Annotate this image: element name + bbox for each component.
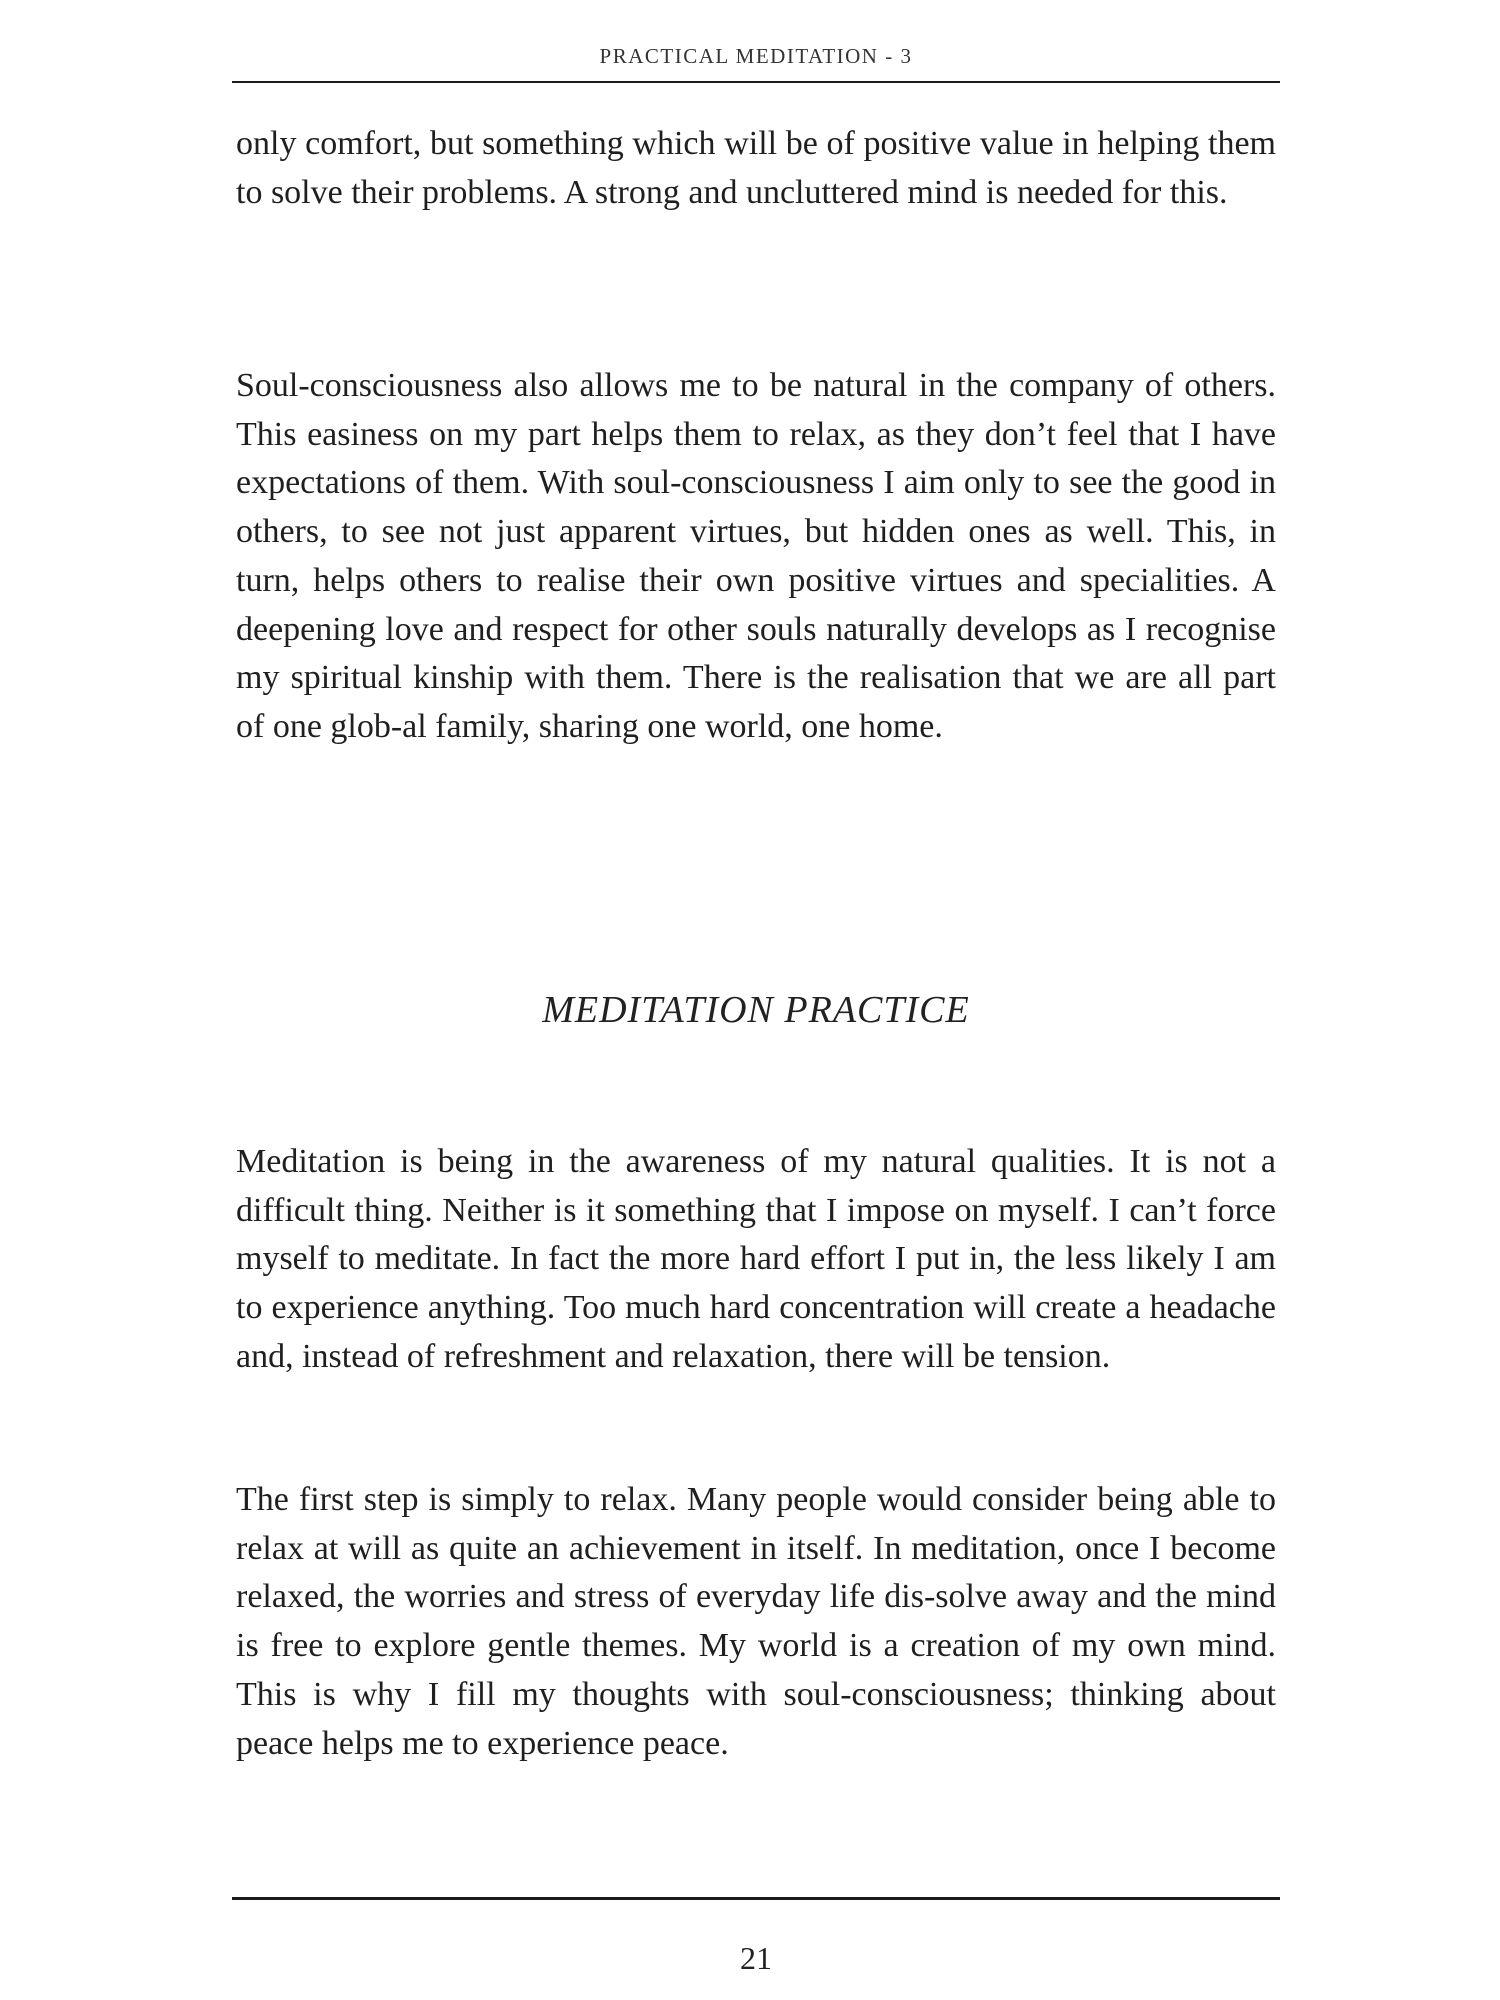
section-heading: MEDITATION PRACTICE [542, 989, 970, 1031]
footer-rule [232, 1897, 1280, 1900]
body-paragraph: Soul-consciousness also allows me to be natural in the company of others. This easiness on my part helps them to relax, as they don’t feel that I have expectations of them. With soul-consciousness I aim only to see the good in others, to see not just apparent virtues, but hidden ones as well. This, in turn, helps others to realise their own positive virtues and specialities. A deepening love and respect for other souls naturally develops as I recognise my spiritual kinship with them. There is the realisation that we are all part of one glob-al family, sharing one world, one home. [236, 367, 1276, 745]
body-paragraph: The first step is simply to relax. Many people would consider being able to relax at will as quite an achievement in itself. In meditation, once I become relaxed, the worries and stress of everyday life dis-solve away and the mind is free to explore gentle themes. My world is a creation of my own mind. This is why I fill my thoughts with soul-consciousness; thinking about peace helps me to experience peace. [236, 1481, 1276, 1762]
header-rule [232, 81, 1280, 83]
page-number: 21 [740, 1940, 772, 1976]
body-paragraph: Meditation is being in the awareness of my natural qualities. It is not a difficult thing. Neither is it something that I impose on myself. I can’t force myself to meditate. In fact the more hard effort I put in, the less likely I am to experience anything. Too much hard concentration will create a headache and, instead of refreshment and relaxation, there will be tension. [236, 1143, 1276, 1375]
running-header: PRACTICAL MEDITATION - 3 [599, 44, 913, 68]
body-paragraph: only comfort, but something which will be of positive value in helping them to solve their problems. A strong and uncluttered mind is needed for this. [236, 125, 1276, 211]
